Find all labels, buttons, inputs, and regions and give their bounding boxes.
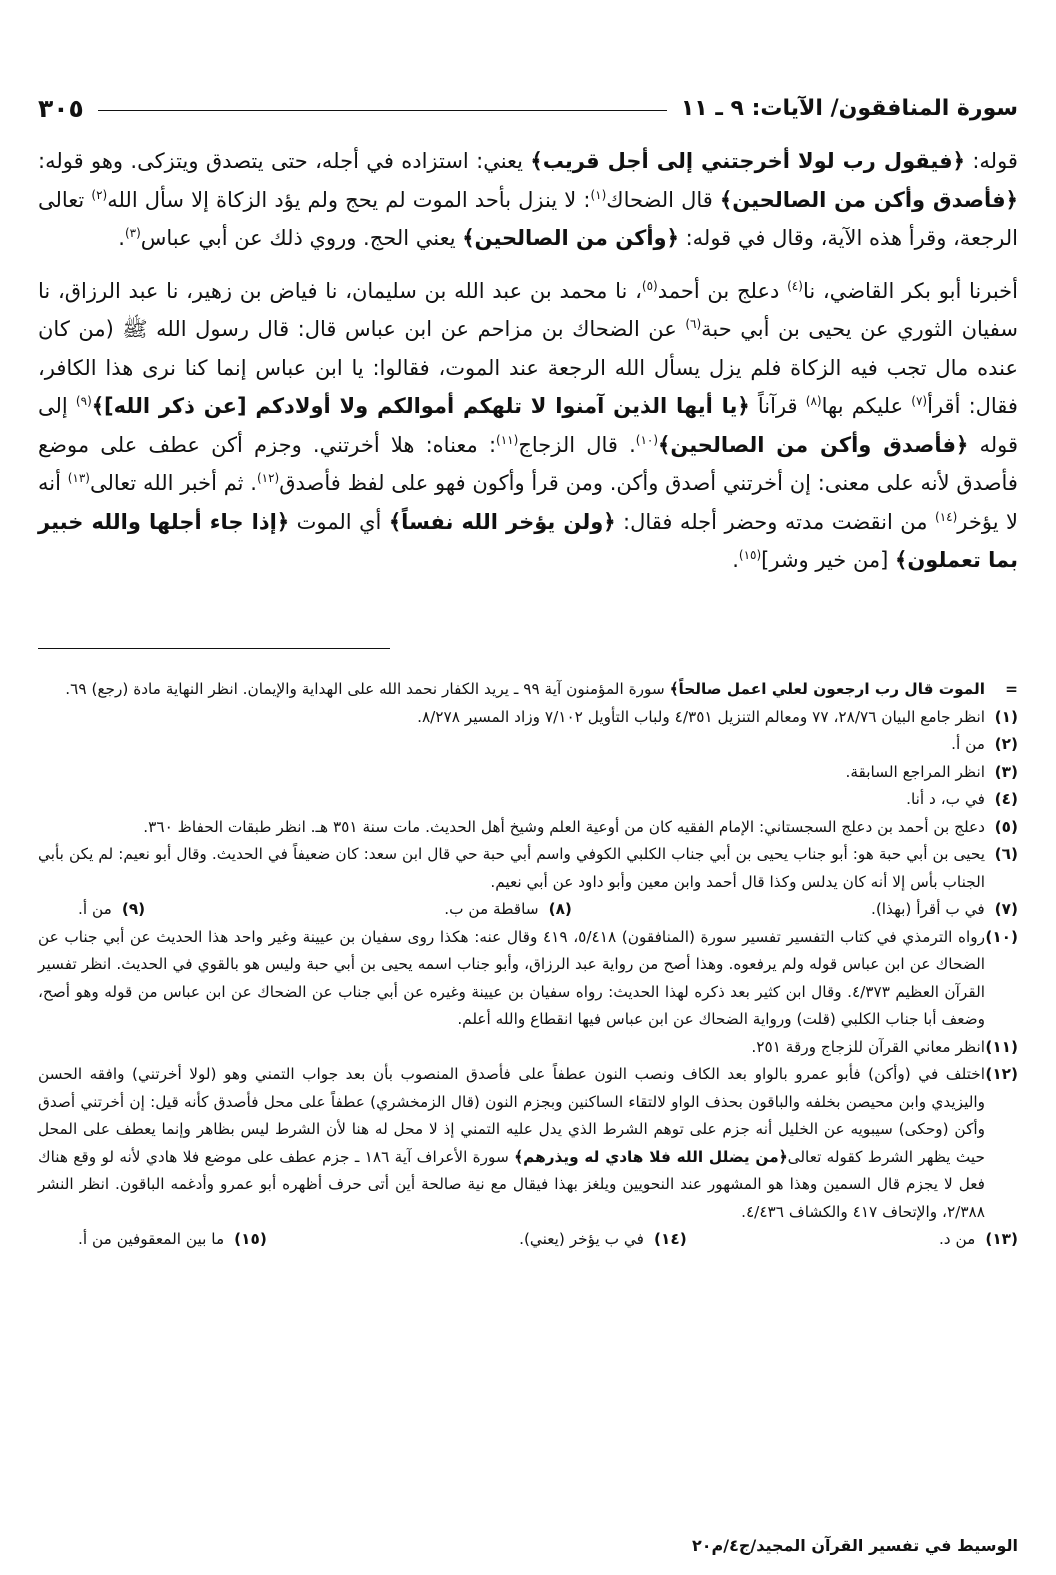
paragraph-2 bbox=[38, 272, 1018, 580]
footnote-9 bbox=[78, 896, 145, 924]
text-run: قوله: bbox=[964, 149, 1018, 173]
footnote-text: دعلج بن أحمد بن دعلج السجستاني: الإمام الفقيه كان من أوعية العلم وشيخ أهل الحديث. مات سنة ٣٥١ هـ. انظر طبقات الحفاظ ٣٦٠. bbox=[143, 817, 985, 836]
footnote-ref: (٦) bbox=[685, 317, 702, 331]
footnote-6 bbox=[38, 841, 1018, 896]
footnote-text bbox=[38, 1061, 985, 1226]
footnote-number: (١٢) bbox=[985, 1065, 1018, 1083]
quran-quote: ﴿ولن يؤخر الله نفساً﴾ bbox=[388, 509, 616, 534]
footnote-text: انظر المراجع السابقة. bbox=[845, 762, 985, 781]
footnote-number: (١٣) bbox=[985, 1230, 1018, 1248]
quran-quote: الموت قال رب ارجعون لعلي اعمل صالحاً﴾ bbox=[669, 680, 985, 698]
text-run: تعالى الرجعة، وقرأ هذه الآية، وقال في قوله: bbox=[38, 187, 1018, 250]
main-text bbox=[38, 142, 1018, 580]
header-rule bbox=[98, 110, 667, 111]
footnote-ref: (١٢) bbox=[256, 471, 280, 485]
quran-quote: ﴿فيقول رب لولا أخرجتني إلى أجل قريب﴾ bbox=[530, 149, 965, 173]
book-footer: الوسيط في تفسير القرآن المجيد/ج٤/م٢٠ bbox=[691, 1536, 1018, 1555]
footnote-number: (٨) bbox=[548, 900, 572, 918]
text-run: [من خير وشر] bbox=[761, 548, 896, 572]
text-run: عليكم بها bbox=[821, 394, 912, 418]
text-run: من انقضت مدته وحضر أجله فقال: bbox=[615, 509, 936, 534]
paragraph-1 bbox=[38, 142, 1018, 258]
footnote-number: (٦) bbox=[994, 845, 1018, 863]
footnote-number: (١) bbox=[994, 707, 1018, 726]
quran-quote: ﴿وأكن من الصالحين﴾ bbox=[462, 226, 679, 250]
text-run: اختلف في (وأكن) فأبو عمرو بالواو بعد الكاف ونصب النون عطفاً على فأصدق المنصوب بأن بعد جواب التمني وهو (لولا أخرتني) وافقه الحسن واليزيدي وابن محيصن بخلفه والباقون بحذف الواو لالتقاء الساكنين وبجزم النون (قال الزمخشري) عطفاً على محل فأصدق كأنه قيل: إن أخرتني أصدق وأكن (وحكى) سيبويه عن الخليل أنه جزم على توهم الشرط الذي يدل عليه التمني إذ لا محل له هنا لأن الشرط ليس بظاهر وإنما يعطف على المحل حيث يظهر الشرط كقوله تعالى bbox=[38, 1065, 985, 1166]
footnote-2 bbox=[38, 731, 1018, 759]
footnote-number: (٣) bbox=[994, 762, 1018, 781]
footnote-number: (١١) bbox=[985, 1037, 1018, 1056]
footnote-continuation bbox=[38, 676, 1018, 704]
footnote-4 bbox=[38, 786, 1018, 814]
footnote-ref: (١٣) bbox=[67, 471, 90, 485]
footnote-text: من د. bbox=[938, 1230, 976, 1248]
footnote-3 bbox=[38, 759, 1018, 787]
footnote-text bbox=[38, 676, 985, 704]
page-number: ٣٠٥ bbox=[38, 93, 84, 123]
footnote-ref: (٧) bbox=[911, 394, 928, 408]
footnote-text: يحيى بن أبي حبة هو: أبو جناب يحيى بن أبي جناب الكلبي الكوفي واسم أبي حبة حي قال ابن سعد: كان ضعيفاً في الحديث. وقال أبو نعيم: لم يكن بأبي الجناب بأس إلا أنه كان يدلس وكذا قال أحمد وابن معين وأبو داود عن أبي نعيم. bbox=[38, 845, 985, 891]
footnote-ref: (١٠) bbox=[635, 432, 659, 447]
text-run: سورة المؤمنون آية ٩٩ ـ يريد الكفار نحمد الله على الهداية والإيمان. انظر النهاية مادة (رجع) ٦٩. bbox=[65, 680, 670, 698]
surah-title: سورة المنافقون/ الآيات: ٩ ـ ١١ bbox=[680, 95, 1018, 121]
text-run: قرآناً bbox=[749, 394, 806, 418]
text-run: أي الموت bbox=[289, 509, 389, 534]
footnote-ref: (١٤) bbox=[935, 509, 958, 524]
footnote-text: انظر معاني القرآن للزجاج ورقة ٢٥١. bbox=[751, 1037, 985, 1056]
text-run: أنه لا يؤخر bbox=[38, 471, 1019, 534]
footnote-text: في ب، د أنا. bbox=[906, 790, 985, 808]
footnote-ref: (١) bbox=[590, 187, 607, 202]
quran-quote: ﴿فأصدق وأكن من الصالحين﴾ bbox=[719, 187, 1018, 212]
text-run: يعني: استزاده في أجله، حتى يتصدق ويتزكى. وهو قوله: bbox=[38, 149, 531, 173]
footnote-ref: (٣) bbox=[124, 226, 141, 240]
footnote-14 bbox=[519, 1226, 687, 1254]
footnote-text: ما بين المعقوفين من أ. bbox=[78, 1230, 225, 1248]
text-run: . bbox=[118, 226, 125, 250]
footnote-number: (٤) bbox=[994, 790, 1018, 808]
footnote-text: في ب يؤخر (يعني). bbox=[519, 1230, 644, 1248]
text-run: . ثم أخبر الله تعالى bbox=[89, 471, 257, 495]
footnote-11 bbox=[38, 1034, 1018, 1062]
footnote-number: (٧) bbox=[994, 900, 1018, 918]
text-run: أخبرنا أبو بكر القاضي، نا bbox=[802, 278, 1018, 303]
footnote-text: رواه الترمذي في كتاب التفسير تفسير سورة (المنافقون) ٥/٤١٨، ٤١٩ وقال عنه: هكذا روى سفيان بن عيينة وغير واحد هذا الحديث عن أبي جناب عن الضحاك عن ابن عباس قوله ولم يرفعوه. وهذا أصح من رواية عبد الرزاق، وأبو جناب اسمه يحيى بن أبي حبة وليس هو بالقوي في الحديث. انظر تفسير القرآن العظيم ٤/٣٧٣. وقال ابن كثير بعد ذكره لهذا الحديث: رواه سفيان بن عيينة وغيره عن أبي جناب عن الضحاك عن ابن عباس من قوله وهو أصح، وضعف أبا جناب الكلبي (قلت) ورواية الضحاك عن ابن عباس فيها انقطاع والله أعلم. bbox=[38, 927, 985, 1028]
footnote-row-7-9 bbox=[38, 896, 1018, 924]
footnote-number: (١٠) bbox=[985, 927, 1018, 946]
book-page bbox=[38, 0, 1018, 1575]
footnote-text: انظر جامع البيان ٢٨/٧٦، ٧٧ ومعالم التنزيل ٤/٣٥١ ولباب التأويل ٧/١٠٢ وزاد المسير ٨/٢٧٨. bbox=[417, 707, 985, 726]
footnote-ref: (٤) bbox=[787, 278, 803, 293]
footnote-ref: (٥) bbox=[641, 278, 658, 293]
text-run: سورة الأعراف آية ١٨٦ ـ جزم عطف على موضع فلا هادي لأنه لو وقع هناك فعل لا يجزم قال السمين وهذا هو المشهور عند النحويين ويلغز بهذا فيقال مع نية صالحة أين أتى حرف أظهره أبو عمرو وأدغمه الباقون. انظر النشر ٢/٣٨٨، والإتحاف ٤١٧ والكشاف ٤/٤٣٦. bbox=[38, 1147, 985, 1221]
footnote-text: ساقطة من ب. bbox=[444, 900, 539, 918]
text-run: : معناه: هلا أخرتني. وجزم أكن عطف على موضع فأصدق لأنه على معنى: إن أخرتني أصدق وأكن. ومن قرأ وأكون فهو على لفظ فأصدق bbox=[38, 432, 1018, 495]
footnote-7 bbox=[871, 896, 1018, 924]
quran-quote: ﴿إذا جاء أجلها والله خبير بما تعملون﴾ bbox=[38, 509, 1018, 572]
footnote-ref: (٩) bbox=[75, 394, 92, 408]
footnote-marker: = bbox=[1005, 680, 1018, 698]
footnotes bbox=[38, 676, 1018, 1254]
footnote-ref: (٢) bbox=[91, 187, 108, 202]
footnote-8 bbox=[444, 896, 572, 924]
footnote-15 bbox=[78, 1226, 267, 1254]
footnote-13 bbox=[939, 1226, 1018, 1254]
text-run: يعني الحج. وروي ذلك عن أبي عباس bbox=[140, 226, 463, 250]
text-run: ، نا محمد بن عبد الله بن سليمان، نا فياض بن زهير، نا عبد الرزاق، نا سفيان الثوري عن يحيى بن أبي حبة bbox=[38, 278, 1018, 341]
footnote-number: (٥) bbox=[994, 817, 1018, 836]
footnote-12 bbox=[38, 1061, 1018, 1226]
footnote-number: (٩) bbox=[121, 900, 146, 918]
text-run: . قال الزجاج bbox=[518, 432, 636, 457]
quran-quote: ﴿يا أيها الذين آمنوا لا تلهكم أموالكم ولا أولادكم [عن ذكر الله]﴾ bbox=[91, 394, 750, 418]
footnote-number: (١٥) bbox=[234, 1230, 267, 1248]
text-run: قال الضحاك bbox=[606, 187, 720, 212]
footnote-number: (١٤) bbox=[654, 1230, 687, 1248]
footnote-5 bbox=[38, 814, 1018, 842]
text-run: : لا ينزل بأحد الموت لم يحج ولم يؤد الزكاة إلا سأل الله bbox=[107, 187, 591, 212]
text-run: عن الضحاك بن مزاحم عن ابن عباس قال: قال رسول الله ﷺ (من كان عنده مال تجب فيه الزكاة فلم يزل يسأل الله الرجعة عند الموت، فقالوا: يا ابن عباس إنما كنا نرى هذا الكافر، فقال: أقرأ bbox=[38, 317, 1018, 418]
footnote-1 bbox=[38, 704, 1018, 732]
running-header bbox=[38, 88, 1018, 128]
footnote-ref: (١١) bbox=[496, 432, 519, 447]
footnote-divider bbox=[38, 648, 390, 649]
footnote-text: من أ. bbox=[78, 900, 112, 918]
text-run: إلى قوله bbox=[38, 394, 1018, 457]
footnote-text: من أ. bbox=[951, 735, 985, 753]
footnote-row-13-15 bbox=[38, 1226, 1018, 1254]
quran-quote: ﴿من يضلل الله فلا هادي له ويذرهم﴾ bbox=[514, 1147, 788, 1166]
footnote-text: في ب أقرأ (بهذا). bbox=[870, 900, 985, 918]
quran-quote: ﴿فأصدق وأكن من الصالحين﴾ bbox=[658, 432, 969, 457]
footnote-ref: (٨) bbox=[805, 394, 822, 408]
text-run: دعلج بن أحمد bbox=[657, 278, 788, 303]
footnote-number: (٢) bbox=[994, 735, 1018, 753]
text-run: . bbox=[732, 548, 739, 572]
footnote-ref: (١٥) bbox=[738, 548, 762, 562]
footnote-10 bbox=[38, 924, 1018, 1034]
